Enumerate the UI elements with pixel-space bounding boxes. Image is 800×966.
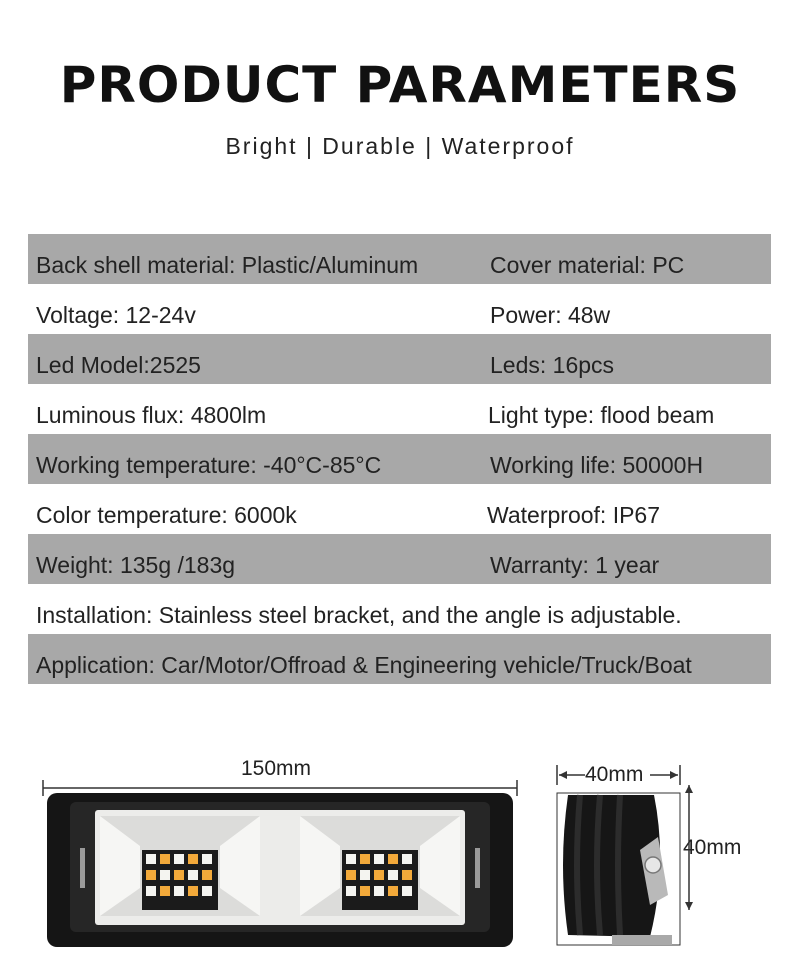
- spec-row: [28, 534, 771, 584]
- spec-application: Application: Car/Motor/Offroad & Engineering vehicle/Truck/Boat: [36, 652, 692, 678]
- spec-installation: Installation: Stainless steel bracket, and the angle is adjustable.: [36, 602, 682, 628]
- spec-light-type: Light type: flood beam: [488, 402, 715, 428]
- spec-weight: Weight: 135g /183g: [36, 552, 236, 578]
- led-cluster-left: [142, 850, 218, 910]
- spec-working-temp: Working temperature: -40°C-85°C: [36, 452, 382, 478]
- spec-row: [28, 634, 771, 684]
- dimension-diagram: [0, 740, 800, 966]
- spec-row: [28, 434, 771, 484]
- spec-row: [28, 284, 771, 334]
- spec-row: [28, 334, 771, 384]
- spec-working-life: Working life: 50000H: [490, 452, 704, 478]
- spec-cover: Cover material: PC: [490, 252, 685, 278]
- spec-led-model: Led Model:2525: [36, 352, 201, 378]
- spec-table: [28, 234, 771, 684]
- spec-row: [28, 234, 771, 284]
- spec-leds: Leds: 16pcs: [490, 352, 615, 378]
- spec-power: Power: 48w: [490, 302, 611, 328]
- spec-color-temp: Color temperature: 6000k: [36, 502, 297, 528]
- spec-row: [28, 484, 771, 534]
- side-view-illustration: [550, 765, 700, 955]
- spec-row: [28, 584, 771, 634]
- spec-voltage: Voltage: 12-24v: [36, 302, 196, 328]
- led-cluster-right: [342, 850, 418, 910]
- side-height-label: 40mm: [683, 836, 742, 859]
- spec-waterproof: Waterproof: IP67: [487, 502, 661, 528]
- spec-warranty: Warranty: 1 year: [490, 552, 660, 578]
- page-title: PRODUCT PARAMETERS: [59, 56, 741, 114]
- spec-back-shell: Back shell material: Plastic/Aluminum: [36, 252, 419, 278]
- spec-luminous-flux: Luminous flux: 4800lm: [36, 402, 267, 428]
- spec-row: [28, 384, 771, 434]
- page-subtitle: Bright | Durable | Waterproof: [225, 133, 575, 159]
- side-width-label: 40mm: [585, 763, 644, 786]
- front-width-label: 150mm: [241, 757, 312, 780]
- front-view-illustration: [40, 780, 520, 960]
